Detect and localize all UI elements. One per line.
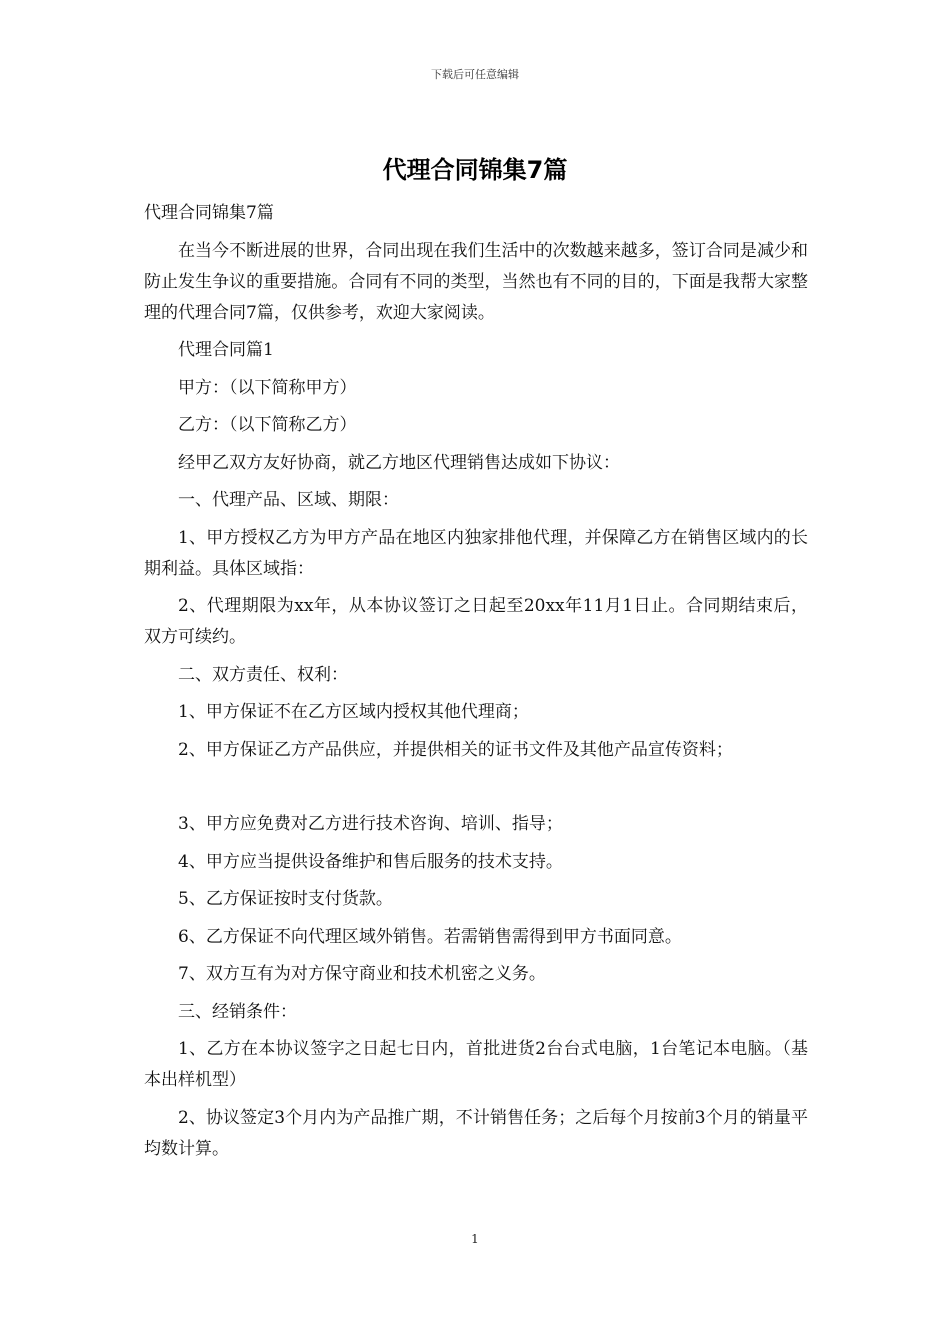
- clause-3-1: 1、乙方在本协议签字之日起七日内，首批进货2台台式电脑，1台笔记本电脑。（基本出样机型）: [144, 1039, 808, 1090]
- page-header-note: 下载后可任意编辑: [431, 68, 519, 81]
- section-heading-contract-1: 代理合同篇1: [178, 340, 274, 360]
- clause-2-6: 6、乙方保证不向代理区域外销售。若需销售需得到甲方书面同意。: [178, 926, 682, 947]
- document-title: 代理合同锦集7篇: [382, 156, 568, 184]
- party-a-line: 甲方：（以下简称甲方）: [178, 377, 357, 398]
- paragraph-spacer: [144, 772, 808, 809]
- clause-1-1: 1、甲方授权乙方为甲方产品在地区内独家排他代理，并保障乙方在销售区域内的长期利益。具体区域指：: [144, 527, 808, 579]
- document-body: [144, 198, 808, 1171]
- clause-heading-2: 二、双方责任、权利：: [178, 664, 348, 685]
- clause-2-1: 1、甲方保证不在乙方区域内授权其他代理商；: [178, 702, 529, 722]
- clause-2-3: 3、甲方应免费对乙方进行技术咨询、培训、指导；: [178, 814, 563, 834]
- clause-heading-3: 三、经销条件：: [178, 1001, 297, 1022]
- clause-2-7: 7、双方互有为对方保守商业和技术机密之义务。: [178, 964, 546, 984]
- clause-2-4: 4、甲方应当提供设备维护和售后服务的技术支持。: [178, 851, 563, 872]
- clause-3-2: 2、协议签定3个月内为产品推广期，不计销售任务；之后每个月按前3个月的销量平均数计算。: [144, 1107, 808, 1159]
- clause-heading-1: 一、代理产品、区域、期限：: [178, 490, 399, 510]
- intro-paragraph: 在当今不断进展的世界，合同出现在我们生活中的次数越来越多，签订合同是减少和防止发生争议的重要措施。合同有不同的类型，当然也有不同的目的，下面是我帮大家整理的代理合同7篇，仅供参考，欢迎大家阅读。: [144, 240, 808, 323]
- clause-1-2: 2、代理期限为xx年，从本协议签订之日起至20xx年11月1日止。合同期结束后，双方可续约。: [144, 596, 808, 647]
- clause-2-5: 5、乙方保证按时支付货款。: [178, 889, 393, 909]
- party-b-line: 乙方：（以下简称乙方）: [178, 415, 357, 435]
- agreement-preamble: 经甲乙双方友好协商，就乙方地区代理销售达成如下协议：: [178, 452, 620, 473]
- clause-2-2: 2、甲方保证乙方产品供应，并提供相关的证书文件及其他产品宣传资料；: [178, 739, 733, 760]
- subtitle-paragraph: 代理合同锦集7篇: [144, 203, 274, 223]
- page-number: 1: [471, 1232, 479, 1246]
